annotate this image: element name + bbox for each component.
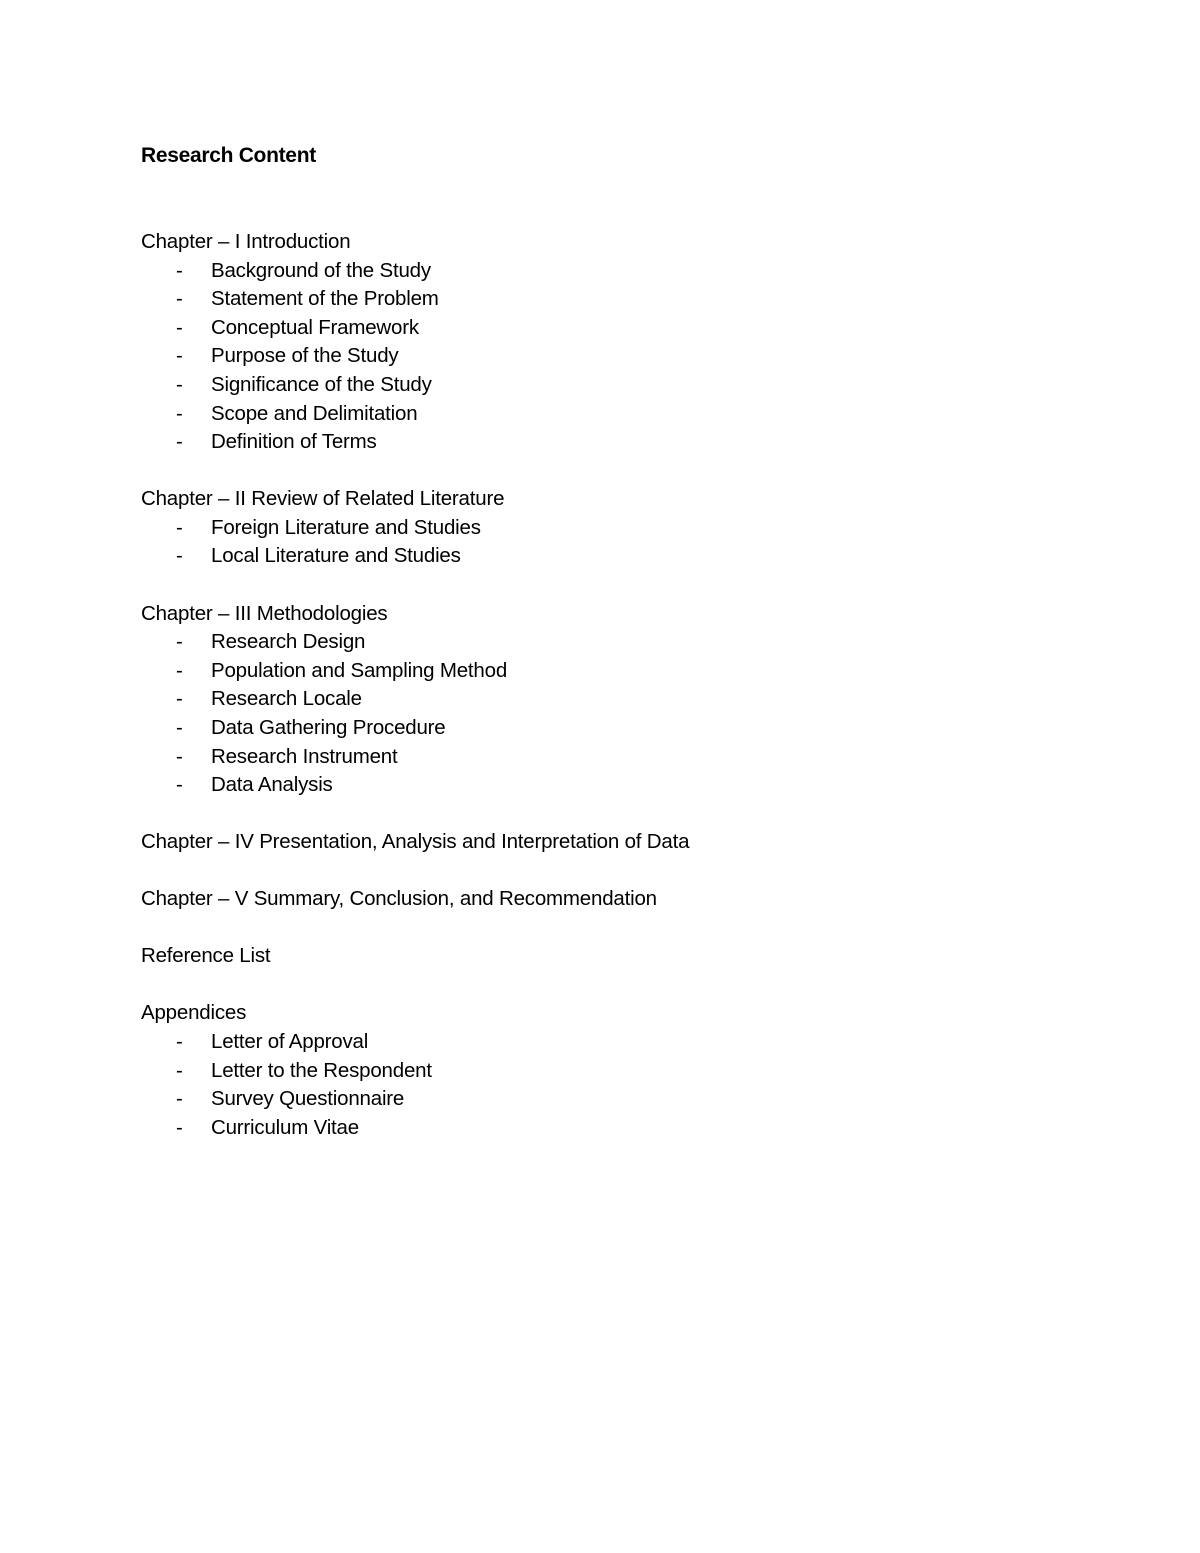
bullet-dash: - [176, 744, 183, 768]
list-item [141, 428, 1141, 457]
toc-section [141, 485, 1141, 571]
section-heading: Chapter – III Methodologies [141, 601, 388, 625]
list-item [141, 514, 1141, 543]
bullet-dash: - [176, 1087, 183, 1111]
bullet-dash: - [176, 372, 183, 396]
toc-section [141, 828, 1141, 857]
list-item-label: Statement of the Problem [211, 287, 439, 311]
section-items [141, 514, 1141, 571]
list-item-label: Data Gathering Procedure [211, 715, 446, 739]
toc-section [141, 999, 1141, 1142]
toc-section [141, 600, 1141, 800]
bullet-dash: - [176, 287, 183, 311]
list-item [141, 1057, 1141, 1086]
list-item [141, 285, 1141, 314]
list-item [141, 371, 1141, 400]
bullet-dash: - [176, 315, 183, 339]
list-item-label: Significance of the Study [211, 372, 432, 396]
list-item-label: Purpose of the Study [211, 344, 399, 368]
list-item-label: Survey Questionnaire [211, 1087, 405, 1111]
bullet-dash: - [176, 630, 183, 654]
list-item-label: Local Literature and Studies [211, 544, 461, 568]
bullet-dash: - [176, 544, 183, 568]
list-item-label: Curriculum Vitae [211, 1115, 359, 1139]
bullet-dash: - [176, 715, 183, 739]
list-item [141, 657, 1141, 686]
list-item [141, 771, 1141, 800]
section-items [141, 628, 1141, 800]
list-item [141, 257, 1141, 286]
bullet-dash: - [176, 344, 183, 368]
section-heading: Chapter – IV Presentation, Analysis and Interpretation of Data [141, 830, 690, 854]
bullet-dash: - [176, 258, 183, 282]
list-item [141, 685, 1141, 714]
toc-section [141, 942, 1141, 971]
list-item [141, 1028, 1141, 1057]
bullet-dash: - [176, 430, 183, 454]
bullet-dash: - [176, 687, 183, 711]
list-item [141, 314, 1141, 343]
bullet-dash: - [176, 515, 183, 539]
document-title: Research Content [141, 144, 316, 167]
list-item [141, 1114, 1141, 1143]
toc-section [141, 228, 1141, 457]
list-item-label: Research Locale [211, 687, 362, 711]
list-item-label: Background of the Study [211, 258, 431, 282]
section-list [141, 228, 1141, 1142]
list-item-label: Population and Sampling Method [211, 658, 508, 682]
table-of-contents [141, 228, 1141, 1171]
list-item-label: Scope and Delimitation [211, 401, 418, 425]
list-item-label: Foreign Literature and Studies [211, 515, 481, 539]
list-item [141, 400, 1141, 429]
bullet-dash: - [176, 401, 183, 425]
bullet-dash: - [176, 1115, 183, 1139]
section-heading: Chapter – V Summary, Conclusion, and Recommendation [141, 887, 657, 911]
list-item [141, 628, 1141, 657]
section-heading: Appendices [141, 1001, 247, 1025]
list-item-label: Data Analysis [211, 773, 333, 797]
list-item-label: Letter of Approval [211, 1030, 369, 1054]
toc-section [141, 885, 1141, 914]
list-item [141, 542, 1141, 571]
bullet-dash: - [176, 658, 183, 682]
section-items [141, 1028, 1141, 1142]
section-items [141, 257, 1141, 457]
list-item [141, 714, 1141, 743]
list-item [141, 743, 1141, 772]
section-heading: Chapter – II Review of Related Literature [141, 487, 505, 511]
list-item-label: Research Instrument [211, 744, 398, 768]
list-item [141, 1085, 1141, 1114]
bullet-dash: - [176, 1058, 183, 1082]
list-item [141, 342, 1141, 371]
list-item-label: Research Design [211, 630, 366, 654]
bullet-dash: - [176, 773, 183, 797]
section-heading: Chapter – I Introduction [141, 230, 351, 253]
list-item-label: Definition of Terms [211, 430, 377, 454]
list-item-label: Conceptual Framework [211, 315, 419, 339]
section-heading: Reference List [141, 944, 271, 968]
bullet-dash: - [176, 1030, 183, 1054]
list-item-label: Letter to the Respondent [211, 1058, 432, 1082]
